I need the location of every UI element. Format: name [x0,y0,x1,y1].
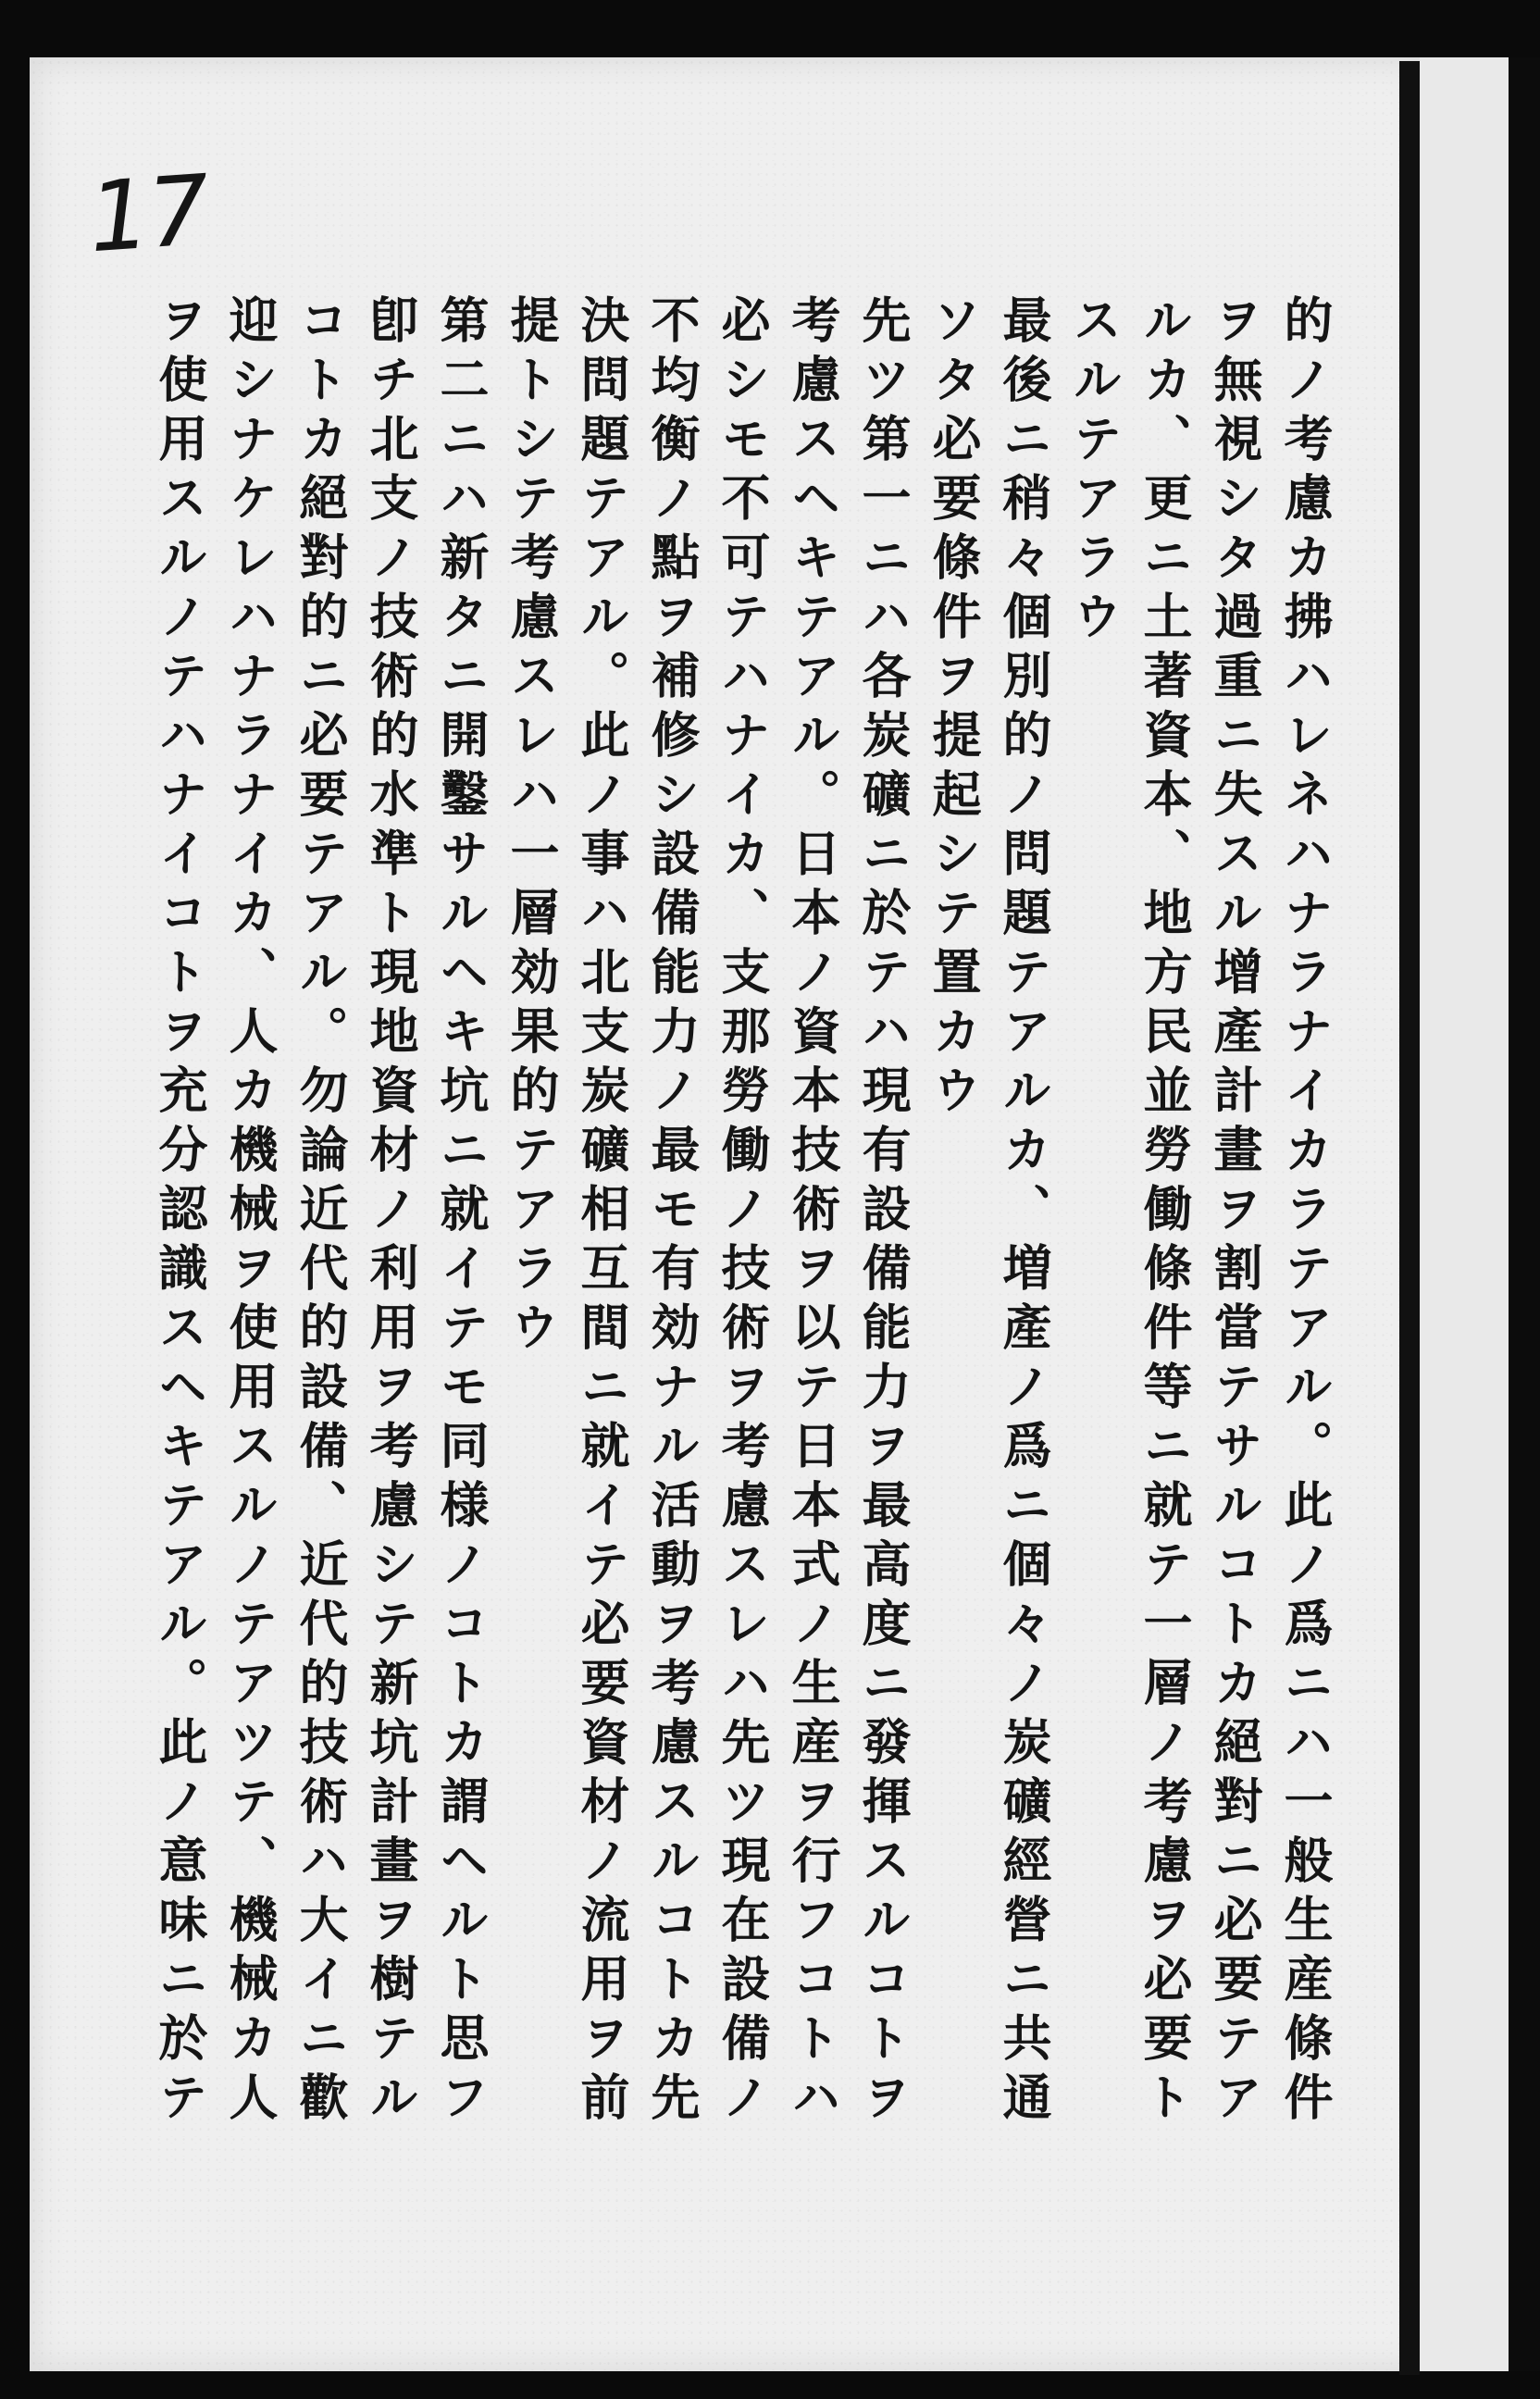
text-column: コトカ絕對的ニ必要テアル。勿論近代的設備、近代的技術ハ大イニ歡 [292,294,349,2131]
text-column: 的ノ考慮カ拂ハレネハナラナイカラテアル。此ノ爲ニハ一般生産條件 [1276,294,1334,2131]
binding-edge [1399,61,1420,2375]
text-column: 決問題テアル。此ノ事ハ北支炭礦相互間ニ就イテ必要資材ノ流用ヲ前 [573,294,630,2131]
text-column: 不均衡ノ點ヲ補修シ設備能力ノ最モ有効ナル活動ヲ考慮スルコトカ先 [643,294,701,2131]
text-column: ソタ必要條件ヲ提起シテ置カウ [925,294,982,1124]
scan-border [1509,57,1540,2371]
text-column: 必シモ不可テハナイカ、支那勞働ノ技術ヲ考慮スレハ先ツ現在設備ノ [714,294,771,2131]
text-column: ヲ無視シタ過重ニ失スル增產計畫ヲ割當テサルコトカ絕對ニ必要テア [1206,294,1263,2131]
text-column: 最後ニ稍々個別的ノ問題テアルカ、増產ノ爲ニ個々ノ炭礦經營ニ共通 [995,294,1052,2131]
text-column: 先ツ第一ニハ各炭礦ニ於テハ現有設備能力ヲ最高度ニ發揮スルコトヲ [854,294,912,2131]
text-column: 第二ニハ新タニ開鑿サルヘキ坑ニ就イテモ同様ノコトカ謂ヘルト思フ [432,294,490,2131]
text-column: ルカ、更ニ土著資本、地方民並勞働條件等ニ就テ一層ノ考慮ヲ必要ト [1136,294,1193,2131]
text-column: スルテアラウ [1065,294,1123,650]
text-column: ヲ使用スルノテハナイコトヲ充分認識スヘキテアル。此ノ意味ニ於テ [151,294,208,2131]
page-number: 17 [84,153,212,275]
text-column: 卽チ北支ノ技術的水準ト現地資材ノ利用ヲ考慮シテ新坑計畫ヲ樹テル [362,294,419,2131]
adjacent-page-edge [1420,57,1509,2371]
vertical-text-block [118,294,1340,2164]
text-column: 考慮スヘキテアル。日本ノ資本技術ヲ以テ日本式ノ生産ヲ行フコトハ [784,294,841,2131]
text-column: 迎シナケレハナラナイカ、人カ機械ヲ使用スルノテアツテ、機械カ人 [221,294,279,2131]
text-column: 提トシテ考慮スレハ一層効果的テアラウ [503,294,560,1361]
